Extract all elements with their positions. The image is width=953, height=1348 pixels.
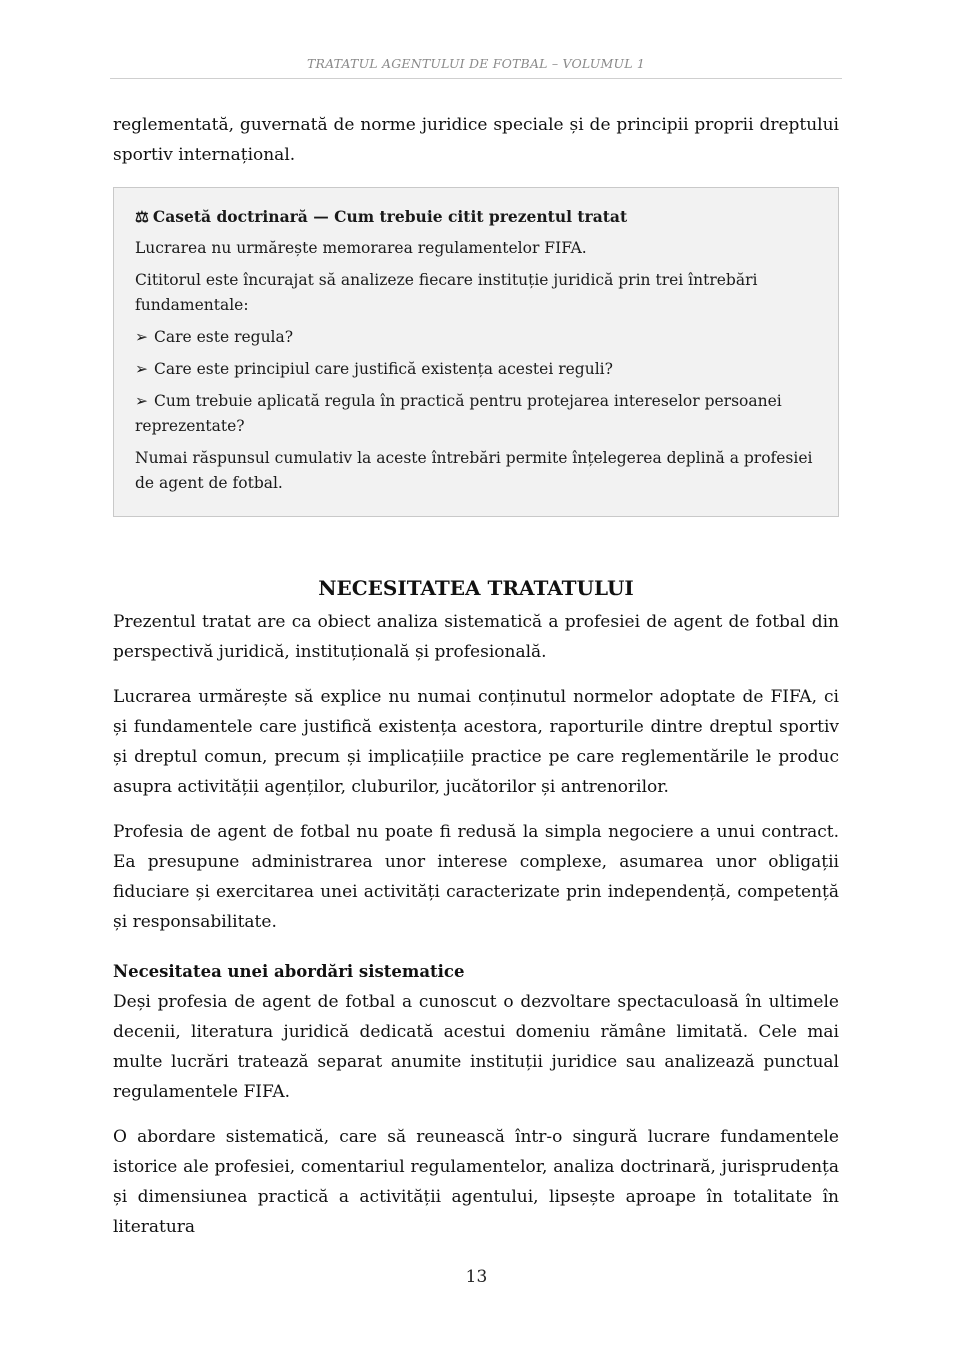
question-text: Care este regula? bbox=[154, 328, 294, 346]
intro-paragraph: reglementată, guvernată de norme juridice speciale și de principii proprii dreptului sportiv internațional. bbox=[113, 115, 839, 165]
scales-icon: ⚖ bbox=[135, 207, 149, 226]
question-text: Cum trebuie aplicată regula în practică pentru protejarea intereselor persoanei reprezentate? bbox=[135, 392, 782, 435]
header-divider bbox=[110, 78, 842, 79]
doctrinal-box-title: Casetă doctrinară — Cum trebuie citit prezentul tratat bbox=[152, 207, 628, 226]
doctrinal-box-closing: Numai răspunsul cumulativ la aceste întrebări permite înțelegerea deplină a profesiei de agent de fotbal. bbox=[135, 449, 813, 492]
subsection-paragraph: Deși profesia de agent de fotbal a cunoscut o dezvoltare spectaculoasă în ultimele decenii, literatura juridică dedicată acestui domeniu rămâne limitată. Cele mai multe lucrări tratează separat anumite instituții juridice sau analizează punctual regulamentele FIFA. bbox=[113, 992, 839, 1102]
arrow-icon: ➢ bbox=[135, 328, 148, 346]
doctrinal-box-title-line bbox=[135, 204, 816, 229]
section-paragraph: Profesia de agent de fotbal nu poate fi redusă la simpla negociere a unui contract. Ea presupune administrarea unor interese complexe, asumarea unor obligații fiduciare și exercitarea unei activități caracterizate prin independență, competență și responsabilitate. bbox=[113, 822, 839, 932]
section-paragraph: Lucrarea urmărește să explice nu numai conținutul normelor adoptate de FIFA, ci și fundamentele care justifică existența acestora, raporturile dintre dreptul sportiv și dreptul comun, precum și implicațiile practice pe care reglementările le produc asupra activității agenților, cluburilor, jucătorilor și antrenorilor. bbox=[113, 687, 839, 797]
section-title: NECESITATEA TRATATULUI bbox=[318, 576, 634, 600]
doctrinal-box-question bbox=[135, 325, 816, 350]
subsection-title: Necesitatea unei abordări sistematice bbox=[113, 962, 465, 981]
section-paragraph: Prezentul tratat are ca obiect analiza sistematică a profesiei de agent de fotbal din perspectivă juridică, instituțională și profesională. bbox=[113, 612, 839, 662]
doctrinal-box-question bbox=[135, 357, 816, 382]
page-content bbox=[113, 110, 839, 1257]
page-number: 13 bbox=[465, 1267, 488, 1287]
doctrinal-box-line: Lucrarea nu urmărește memorarea regulamentelor FIFA. bbox=[135, 239, 587, 257]
question-text: Care este principiul care justifică existența acestei reguli? bbox=[154, 360, 613, 378]
subsection-paragraph: O abordare sistematică, care să reunească într-o singură lucrare fundamentele istorice ale profesiei, comentariul regulamentelor, analiza doctrinară, jurisprudența și dimensiunea practică a activității agentului, lipsește aproape în totalitate în literatura bbox=[113, 1127, 839, 1237]
arrow-icon: ➢ bbox=[135, 392, 148, 410]
running-header: TRATATUL AGENTULUI DE FOTBAL – VOLUMUL 1 bbox=[306, 56, 646, 71]
doctrinal-box-question bbox=[135, 389, 816, 439]
doctrinal-box bbox=[113, 187, 839, 517]
arrow-icon: ➢ bbox=[135, 360, 148, 378]
doctrinal-box-line: Cititorul este încurajat să analizeze fiecare instituție juridică prin trei întrebări fundamentale: bbox=[135, 271, 758, 314]
